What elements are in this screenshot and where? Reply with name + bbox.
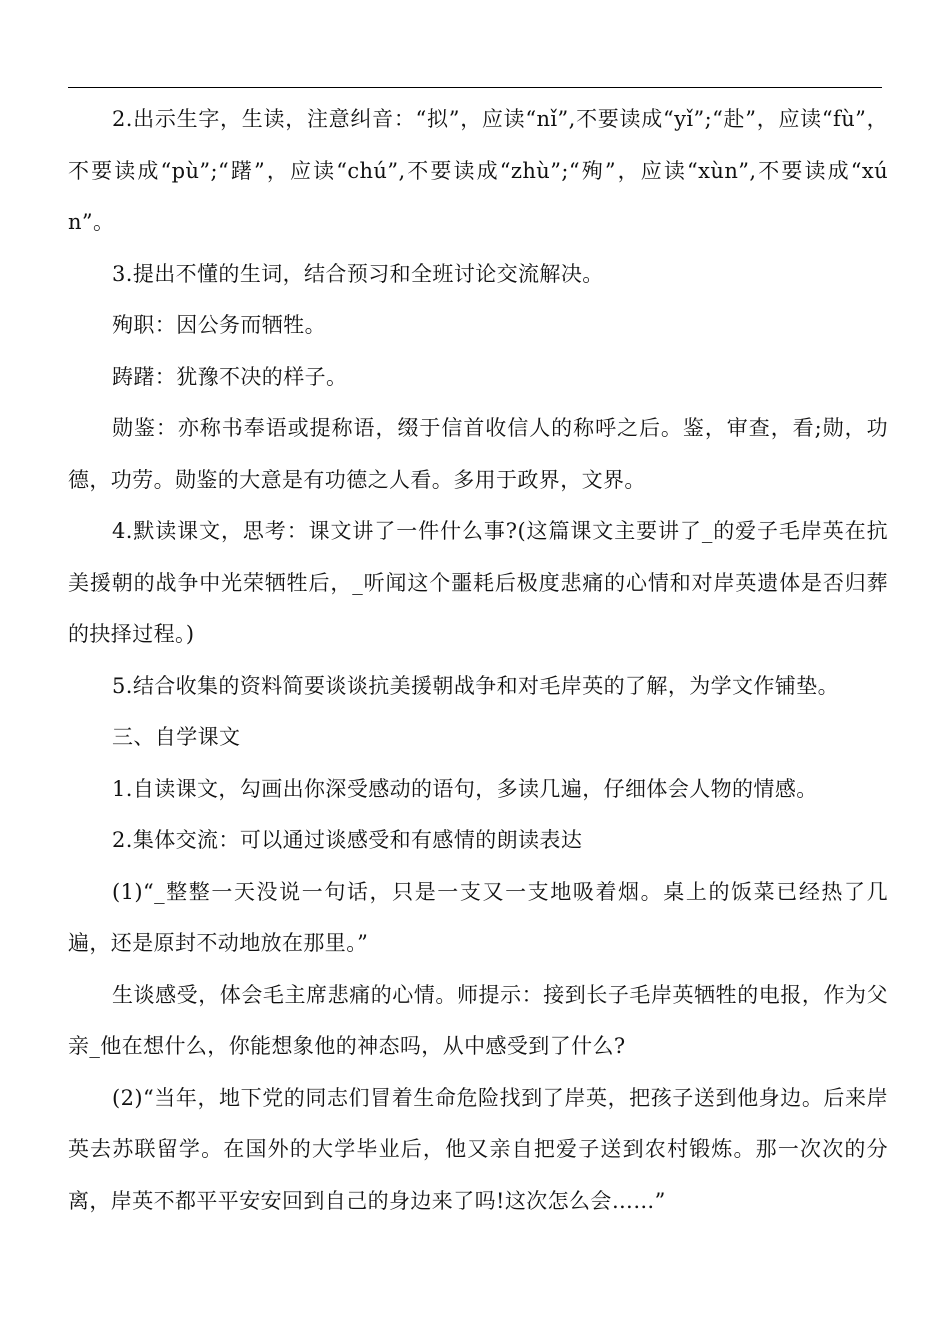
paragraph-pronunciation: 2.出示生字，生读，注意纠音：“拟”，应读“nǐ”,不要读成“yǐ”;“赴”，应读“fù”，不要读成“pù”;“躇”，应读“chú”,不要读成“zhù”;“殉”，应读“xùn”,不要读成“xún”。 xyxy=(68,107,888,234)
paragraph-definition-xunzhi: 殉职：因公务而牺牲。 xyxy=(112,313,326,337)
paragraph-definition-chouchu: 踌躇：犹豫不决的样子。 xyxy=(112,364,348,389)
paragraph-vocabulary-intro: 3.提出不懂的生词，结合预习和全班讨论交流解决。 xyxy=(112,261,604,286)
paragraph-definition-xunjian: 勋鉴：亦称书奉语或提称语，缀于信首收信人的称呼之后。鉴，审查，看;勋，功德，功劳。勋鉴的大意是有功德之人看。多用于政界，文界。 xyxy=(68,416,888,492)
paragraph-silent-reading: 4.默读课文，思考：课文讲了一件什么事?(这篇课文主要讲了_的爱子毛岸英在抗美援朝的战争中光荣牺牲后，_听闻这个噩耗后极度悲痛的心情和对岸英遗体是否归葬的抉择过程。) xyxy=(68,519,888,646)
paragraph-teacher-prompt: 生谈感受，体会毛主席悲痛的心情。师提示：接到长子毛岸英牺牲的电报，作为父亲_他在想什么，你能想象他的神态吗，从中感受到了什么? xyxy=(68,982,888,1058)
paragraph-background: 5.结合收集的资料简要谈谈抗美援朝战争和对毛岸英的了解，为学文作铺垫。 xyxy=(112,673,840,698)
paragraph-group-discussion: 2.集体交流：可以通过谈感受和有感情的朗读表达 xyxy=(112,828,583,852)
document-body xyxy=(68,94,888,1227)
paragraph-quote-2: (2)“当年，地下党的同志们冒着生命危险找到了岸英，把孩子送到他身边。后来岸英去苏联留学。在国外的大学毕业后，他又亲自把爱子送到农村锻炼。那一次次的分离，岸英不都平平安安回到自己的身边来了吗!这次怎么会……” xyxy=(68,1085,888,1213)
section-heading-self-study: 三、自学课文 xyxy=(112,725,241,749)
paragraph-quote-1: (1)“_整整一天没说一句话，只是一支又一支地吸着烟。桌上的饭菜已经热了几遍，还是原封不动地放在那里。” xyxy=(68,879,888,955)
paragraph-self-reading: 1.自读课文，勾画出你深受感动的语句，多读几遍，仔细体会人物的情感。 xyxy=(112,776,818,801)
header-rule xyxy=(68,87,882,88)
